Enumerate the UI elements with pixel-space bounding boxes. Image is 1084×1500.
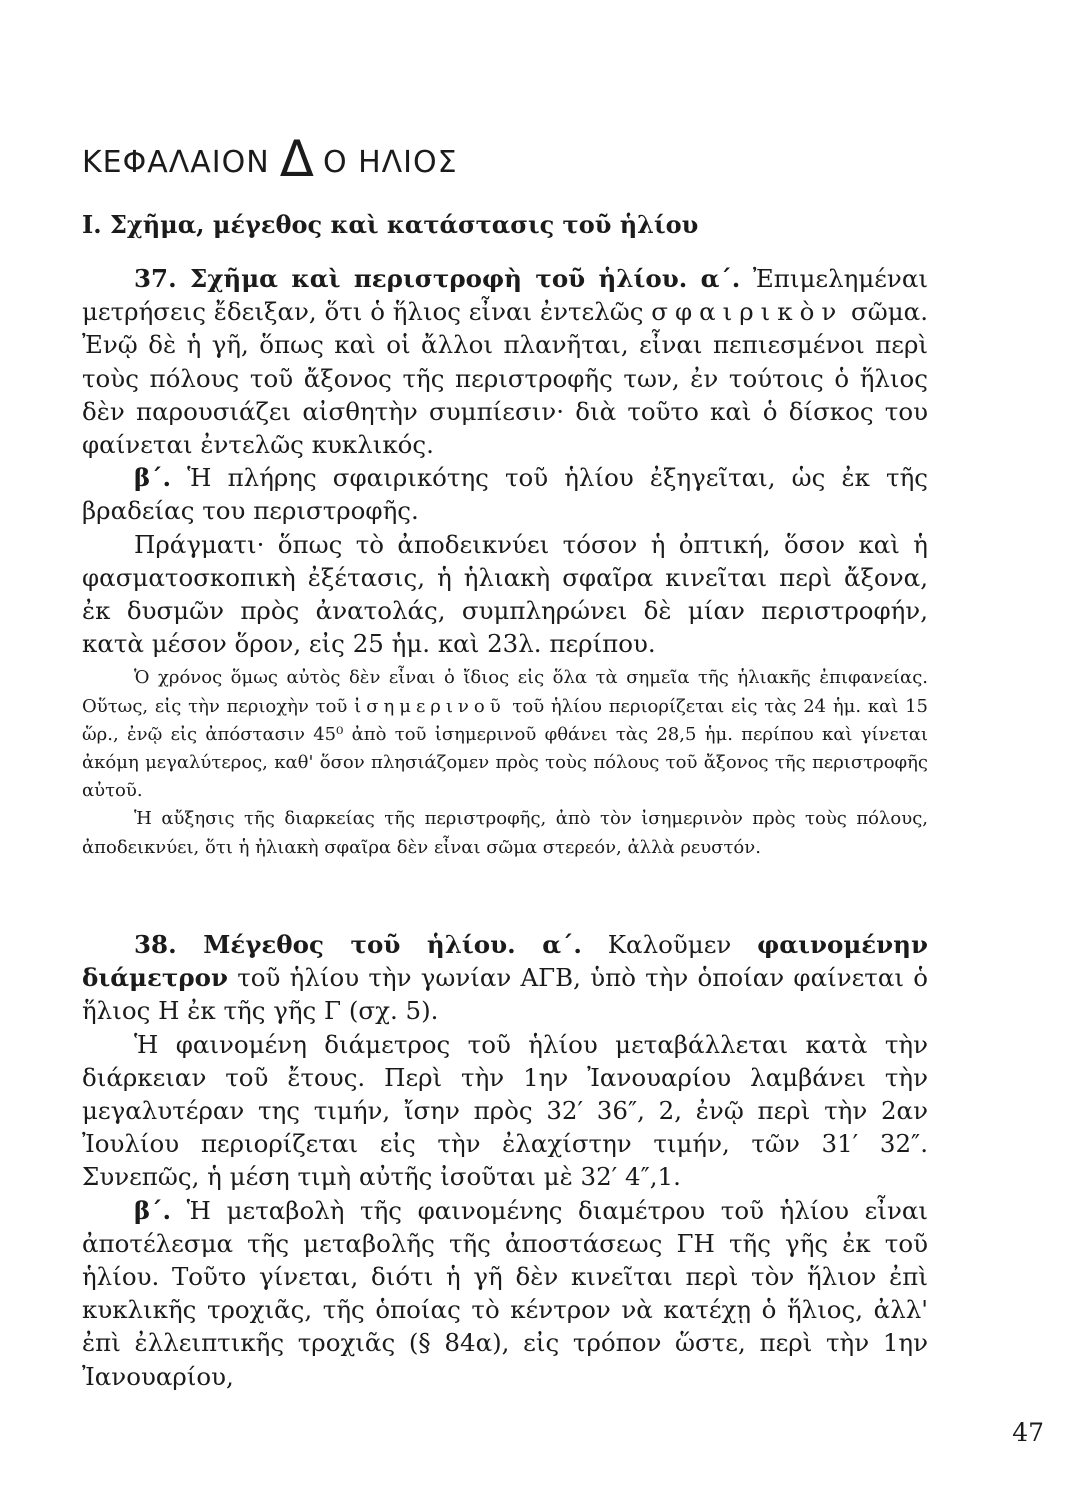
section-title: I. Σχῆμα, μέγεθος καὶ κατάστασις τοῦ ἡλίου — [82, 210, 699, 239]
chapter-letter: Δ — [279, 130, 315, 188]
paragraph-37-heading: 37. Σχῆμα καὶ περιστροφὴ τοῦ ἡλίου. α΄. — [134, 264, 741, 293]
chapter-heading — [82, 126, 458, 188]
paragraph-38-b: β΄. Ἡ μεταβολὴ τῆς φαινομένης διαμέτρου τοῦ ἡλίου εἶναι ἀποτέλεσμα τῆς μεταβολῆς τῆς ἀποστάσεως ΓΗ τῆς γῆς ἐκ τοῦ ἡλίου. Τοῦτο γίνεται, διότι ἡ γῆ δὲν κινεῖται περὶ τὸν ἥλιον ἐπὶ κυκλικῆς τροχιᾶς, τῆς ὁποίας τὸ κέντρον νὰ κατέχῃ ὁ ἥλιος, ἀλλ' ἐπὶ ἐλλειπτικῆς τροχιᾶς (§ 84α), εἰς τρόπον ὥστε, περὶ τὴν 1ην Ἰανουαρίου, — [82, 1195, 928, 1391]
note-block — [82, 664, 928, 861]
chapter-prefix: ΚΕΦΑΛΑΙΟΝ — [82, 145, 270, 180]
section-38 — [82, 928, 928, 1393]
paragraph-37-b: β΄. Ἡ πλήρης σφαιρικότης τοῦ ἡλίου ἐξηγεῖται, ὡς ἐκ τῆς βραδείας του περιστροφῆς. — [82, 463, 928, 526]
chapter-title: Ο ΗΛΙΟΣ — [322, 145, 458, 180]
page-number: 47 — [1012, 1418, 1044, 1447]
paragraph-37-c: Πράγματι· ὅπως τὸ ἀποδεικνύει τόσον ἡ ὀπτική, ὅσον καὶ ἡ φασματοσκοπικὴ ἐξέτασις, ἡ ἡλιακὴ σφαῖρα κινεῖται περὶ ἄξονα, ἐκ δυσμῶν πρὸς ἀνατολάς, συμπληρώνει δὲ μίαν περιστροφήν, κατὰ μέσον ὅρον, εἰς 25 ἡμ. καὶ 23λ. περίπου. — [82, 529, 928, 659]
paragraph-38-heading: 38. Μέγεθος τοῦ ἡλίου. α΄. — [134, 930, 582, 959]
paragraph-38-p2: Ἡ φαινομένη διάμετρος τοῦ ἡλίου μεταβάλλεται κατὰ τὴν διάρκειαν τοῦ ἔτους. Περὶ τὴν 1ην Ἰανουαρίου λαμβάνει τὴν μεγαλυτέραν της τιμήν, ἴσην πρὸς 32′ 36″, 2, ἐνῷ περὶ τὴν 2αν Ἰουλίου περιορίζεται εἰς τὴν ἐλαχίστην τιμήν, τῶν 31′ 32″. Συνεπῶς, ἡ μέση τιμὴ αὐτῆς ἰσοῦται μὲ 32′ 4″,1. — [82, 1029, 928, 1192]
note-1: Ὁ χρόνος ὅμως αὐτὸς δὲν εἶναι ὁ ἴδιος εἰς ὅλα τὰ σημεῖα τῆς ἡλιακῆς ἐπιφανείας. Οὕτως, εἰς τὴν περιοχὴν τοῦ ἰσημερινοῦ τοῦ ἡλίου περιορίζεται εἰς τὰς 24 ἡμ. καὶ 15 ὥρ., ἐνῷ εἰς ἀπόστασιν 45⁰ ἀπὸ τοῦ ἰσημερινοῦ φθάνει τὰς 28,5 ἡμ. περίπου καὶ γίνεται ἀκόμη μεγαλύτερος, καθ' ὅσον πλησιάζομεν πρὸς τοὺς πόλους τοῦ ἄξονος τῆς περιστροφῆς αὐτοῦ. — [82, 667, 928, 802]
section-37 — [82, 262, 928, 862]
note-2: Ἡ αὔξησις τῆς διαρκείας τῆς περιστροφῆς, ἀπὸ τὸν ἰσημερινὸν πρὸς τοὺς πόλους, ἀποδεικνύει, ὅτι ἡ ἡλιακὴ σφαῖρα δὲν εἶναι σῶμα στερεόν, ἀλλὰ ρευστόν. — [82, 808, 928, 858]
paragraph-38-a: 38. Μέγεθος τοῦ ἡλίου. α΄. Καλοῦμεν φαινομένην διάμετρον τοῦ ἡλίου τὴν γωνίαν ΑΓΒ, ὑπὸ τὴν ὁποίαν φαίνεται ὁ ἥλιος Η ἐκ τῆς γῆς Γ (σχ. 5). — [82, 930, 928, 1026]
paragraph-37-a: 37. Σχῆμα καὶ περιστροφὴ τοῦ ἡλίου. α΄. Ἐπιμελημέναι μετρήσεις ἔδειξαν, ὅτι ὁ ἥλιος εἶναι ἐντελῶς σφαιρικὸν σῶμα. Ἐνῷ δὲ ἡ γῆ, ὅπως καὶ οἱ ἄλλοι πλανῆται, εἶναι πεπιεσμένοι περὶ τοὺς πόλους τοῦ ἄξονος τῆς περιστροφῆς των, ἐν τούτοις ὁ ἥλιος δὲν παρουσιάζει αἰσθητὴν συμπίεσιν· διὰ τοῦτο καὶ ὁ δίσκος του φαίνεται ἐντελῶς κυκλικός. — [82, 264, 928, 460]
